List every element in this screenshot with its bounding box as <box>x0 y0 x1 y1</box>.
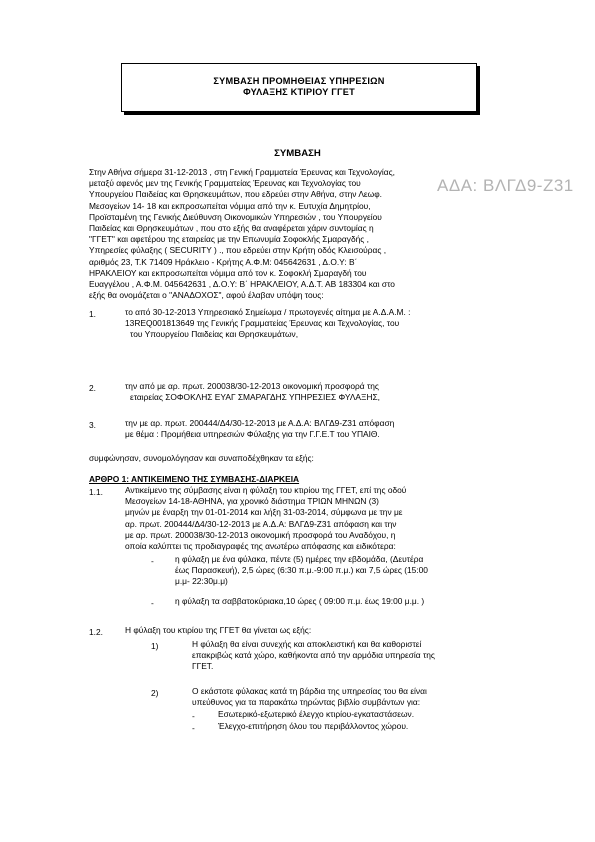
title-line-1: ΣΥΜΒΑΣΗ ΠΡΟΜΗΘΕΙΑΣ ΥΠΗΡΕΣΙΩΝ <box>213 76 385 86</box>
subclause-1 <box>192 639 507 673</box>
bullet-dash: - <box>151 556 154 566</box>
subclause-bullet: Εσωτερικό-εξωτερικό έλεγχο κτιρίου-εγκαταστάσεων. <box>218 709 415 719</box>
title-line-2: ΦΥΛΑΞΗΣ ΚΤΙΡΙΟΥ ΓΓΕΤ <box>243 87 355 97</box>
bullet-line: μ.μ- 22:30μ.μ) <box>175 576 228 587</box>
subclause-line: ΓΓΕΤ. <box>192 661 214 672</box>
intro-line: αριθμός 23, Τ.Κ 71409 Ηράκλειο - Κρήτης Α.Φ.Μ: 045642631 , Δ.Ο.Υ: Β΄ <box>89 256 358 267</box>
subclause-2 <box>192 686 507 708</box>
list-item <box>125 381 507 403</box>
intro-line: Προϊσταμένη της Γενικής Διεύθυνση Οικονομικών Υπηρεσιών , του Υπουργείου <box>89 211 382 222</box>
item-line: εταιρείας ΣΟΦΟΚΛΗΣ ΕΥΑΓ ΣΜΑΡΑΓΔΗΣ ΥΠΗΡΕΣΙΕΣ ΦΥΛΑΞΗΣ, <box>130 392 381 403</box>
subclause-bullet: Έλεγχο-επιτήρηση όλου του περιβάλλοντος χώρου. <box>218 721 409 731</box>
clause-number: 1.1. <box>89 487 103 497</box>
intro-line: Μεσογείων 14- 18 και εκπροσωπείται νόμιμα από την κ. Ευτυχία Δημητρίου, <box>89 200 371 211</box>
article-1-heading: ΑΡΘΡΟ 1: ΑΝΤΙΚΕΙΜΕΝΟ ΤΗΣ ΣΥΜΒΑΣΗΣ-ΔΙΑΡΚΕΙΑ <box>89 474 300 484</box>
intro-line: "ΓΓΕΤ" και αφετέρου της εταιρείας με την Επωνυμία Σοφοκλής Σμαραγδής , <box>89 234 369 245</box>
item-number: 1. <box>89 309 96 319</box>
subclause-line: επακριβώς κατά χώρο, καθήκοντα από την αρμόδια υπηρεσία της <box>192 650 435 661</box>
clause-line: οποία καλύπτει τις προδιαγραφές της ανωτέρω απόφασης και ειδικότερα: <box>125 541 396 552</box>
bullet-dash: - <box>151 598 154 608</box>
clause-line: Μεσογείων 14-18-ΑΘΗΝΑ, για χρονικό διάστημα ΤΡΙΩΝ ΜΗΝΩΝ (3) <box>125 496 379 507</box>
item-line: την από με αρ. πρωτ. 200038/30-12-2013 οικονομική προσφορά της <box>125 381 379 391</box>
intro-line: ΗΡΑΚΛΕΙΟΥ και εκπροσωπείται νόμιμα από τον κ. Σοφοκλή Σμαραγδή του <box>89 267 367 278</box>
subclause-number: 1) <box>151 641 159 651</box>
bullet-line: η φύλαξη με ένα φύλακα, πέντε (5) ημέρες την εβδομάδα, (Δευτέρα <box>175 554 424 564</box>
item-line: το από 30-12-2013 Υπηρεσιακό Σημείωμα / πρωτογενές αίτημα με Α.Δ.Α.Μ. : <box>125 307 411 317</box>
bullet-item <box>175 554 507 588</box>
item-line: με θέμα : Προμήθεια υπηρεσιών Φύλαξης για την Γ.Γ.Ε.Τ του ΥΠΑΙΘ. <box>125 429 380 440</box>
bullet-dash: - <box>192 723 195 733</box>
list-item <box>125 418 507 440</box>
subclause-number: 2) <box>151 688 159 698</box>
clause-1-2: Η φύλαξη του κτιρίου της ΓΓΕΤ θα γίνεται ως εξής: <box>125 625 312 635</box>
subclause-line: Ο εκάστοτε φύλακας κατά τη βάρδια της υπηρεσίας του θα είναι <box>192 686 427 696</box>
intro-line: Στην Αθήνα σήμερα 31-12-2013 , στη Γενική Γραμματεία Έρευνας και Τεχνολογίας, <box>89 167 395 177</box>
intro-line: Υπουργείου Παιδείας και Θρησκευμάτων, που εδρεύει στην Αθήνα, στην Λεωφ. <box>89 189 382 200</box>
bullet-item: η φύλαξη τα σαββατοκύριακα,10 ώρες ( 09:00 π.μ. έως 19:00 μ.μ. ) <box>175 596 425 606</box>
list-item <box>125 307 507 341</box>
agreement-line: συμφώνησαν, συνομολόγησαν και συναποδέχθηκαν τα εξής: <box>89 453 314 463</box>
item-line: την με αρ. πρωτ. 200444/Δ4/30-12-2013 με Α.Δ.Α: ΒΛΓΔ9-Ζ31 απόφαση <box>125 418 395 428</box>
clause-line: αρ. πρωτ. 200444/Δ4/30-12-2013 με Α.Δ.Α: ΒΛΓΔ9-Ζ31 απόφαση και την <box>125 518 397 529</box>
subclause-line: Η φύλαξη θα είναι συνεχής και αποκλειστική και θα καθοριστεί <box>192 639 422 649</box>
clause-1-1 <box>125 485 507 552</box>
clause-line: με αρ. πρωτ. 200038/30-12-2013 οικονομική προσφορά του Αναδόχου, η <box>125 529 396 540</box>
clause-line: Αντικείμενο της σύμβασης είναι η φύλαξη του κτιρίου της ΓΓΕΤ, επί της οδού <box>125 485 407 495</box>
item-number: 3. <box>89 420 96 430</box>
intro-line: μεταξύ αφενός μεν της Γενικής Γραμματείας Έρευνας και Τεχνολογίας του <box>89 178 361 189</box>
bullet-dash: - <box>192 711 195 721</box>
intro-line: Ευαγγέλου , Α.Φ.Μ. 045642631 , Δ.Ο.Υ: Β΄ ΗΡΑΚΛΕΙΟΥ, Α.Δ.Τ. ΑΒ 183304 και στο <box>89 279 395 290</box>
item-line: 13REQ001813649 της Γενικής Γραμματείας Έρευνας και Τεχνολογίας, του <box>125 318 400 329</box>
intro-line: εξής θα ονομάζεται ο "ΑΝΑΔΟΧΟΣ", αφού έλαβαν υπόψη τους: <box>89 290 324 301</box>
clause-line: μηνών με έναρξη την 01-01-2014 και λήξη 31-03-2014, σύμφωνα με την με <box>125 507 403 518</box>
bullet-line: έως Παρασκευή), 2,5 ώρες (6:30 π.μ.-9:00 π.μ.) και 7,5 ώρες (15:00 <box>175 565 428 576</box>
intro-line: Υπηρεσίες φύλαξης ( SECURITY ) ., που εδρεύει στην Κρήτη οδός Κλεισούρας , <box>89 245 387 256</box>
item-line: του Υπουργείου Παιδείας και Θρησκευμάτων, <box>130 329 299 340</box>
title-box <box>121 63 477 112</box>
clause-number: 1.2. <box>89 627 103 637</box>
document-heading: ΣΥΜΒΑΣΗ <box>274 148 321 159</box>
ada-stamp: ΑΔΑ: ΒΛΓΔ9-Ζ31 <box>437 176 574 195</box>
item-number: 2. <box>89 383 96 393</box>
intro-line: Παιδείας και Θρησκευμάτων , που στο εξής θα αναφέρεται χάριν συντομίας η <box>89 223 374 234</box>
subclause-line: υπεύθυνος για τα παρακάτω τηρώντας βιβλίο συμβάντων για: <box>192 697 421 708</box>
